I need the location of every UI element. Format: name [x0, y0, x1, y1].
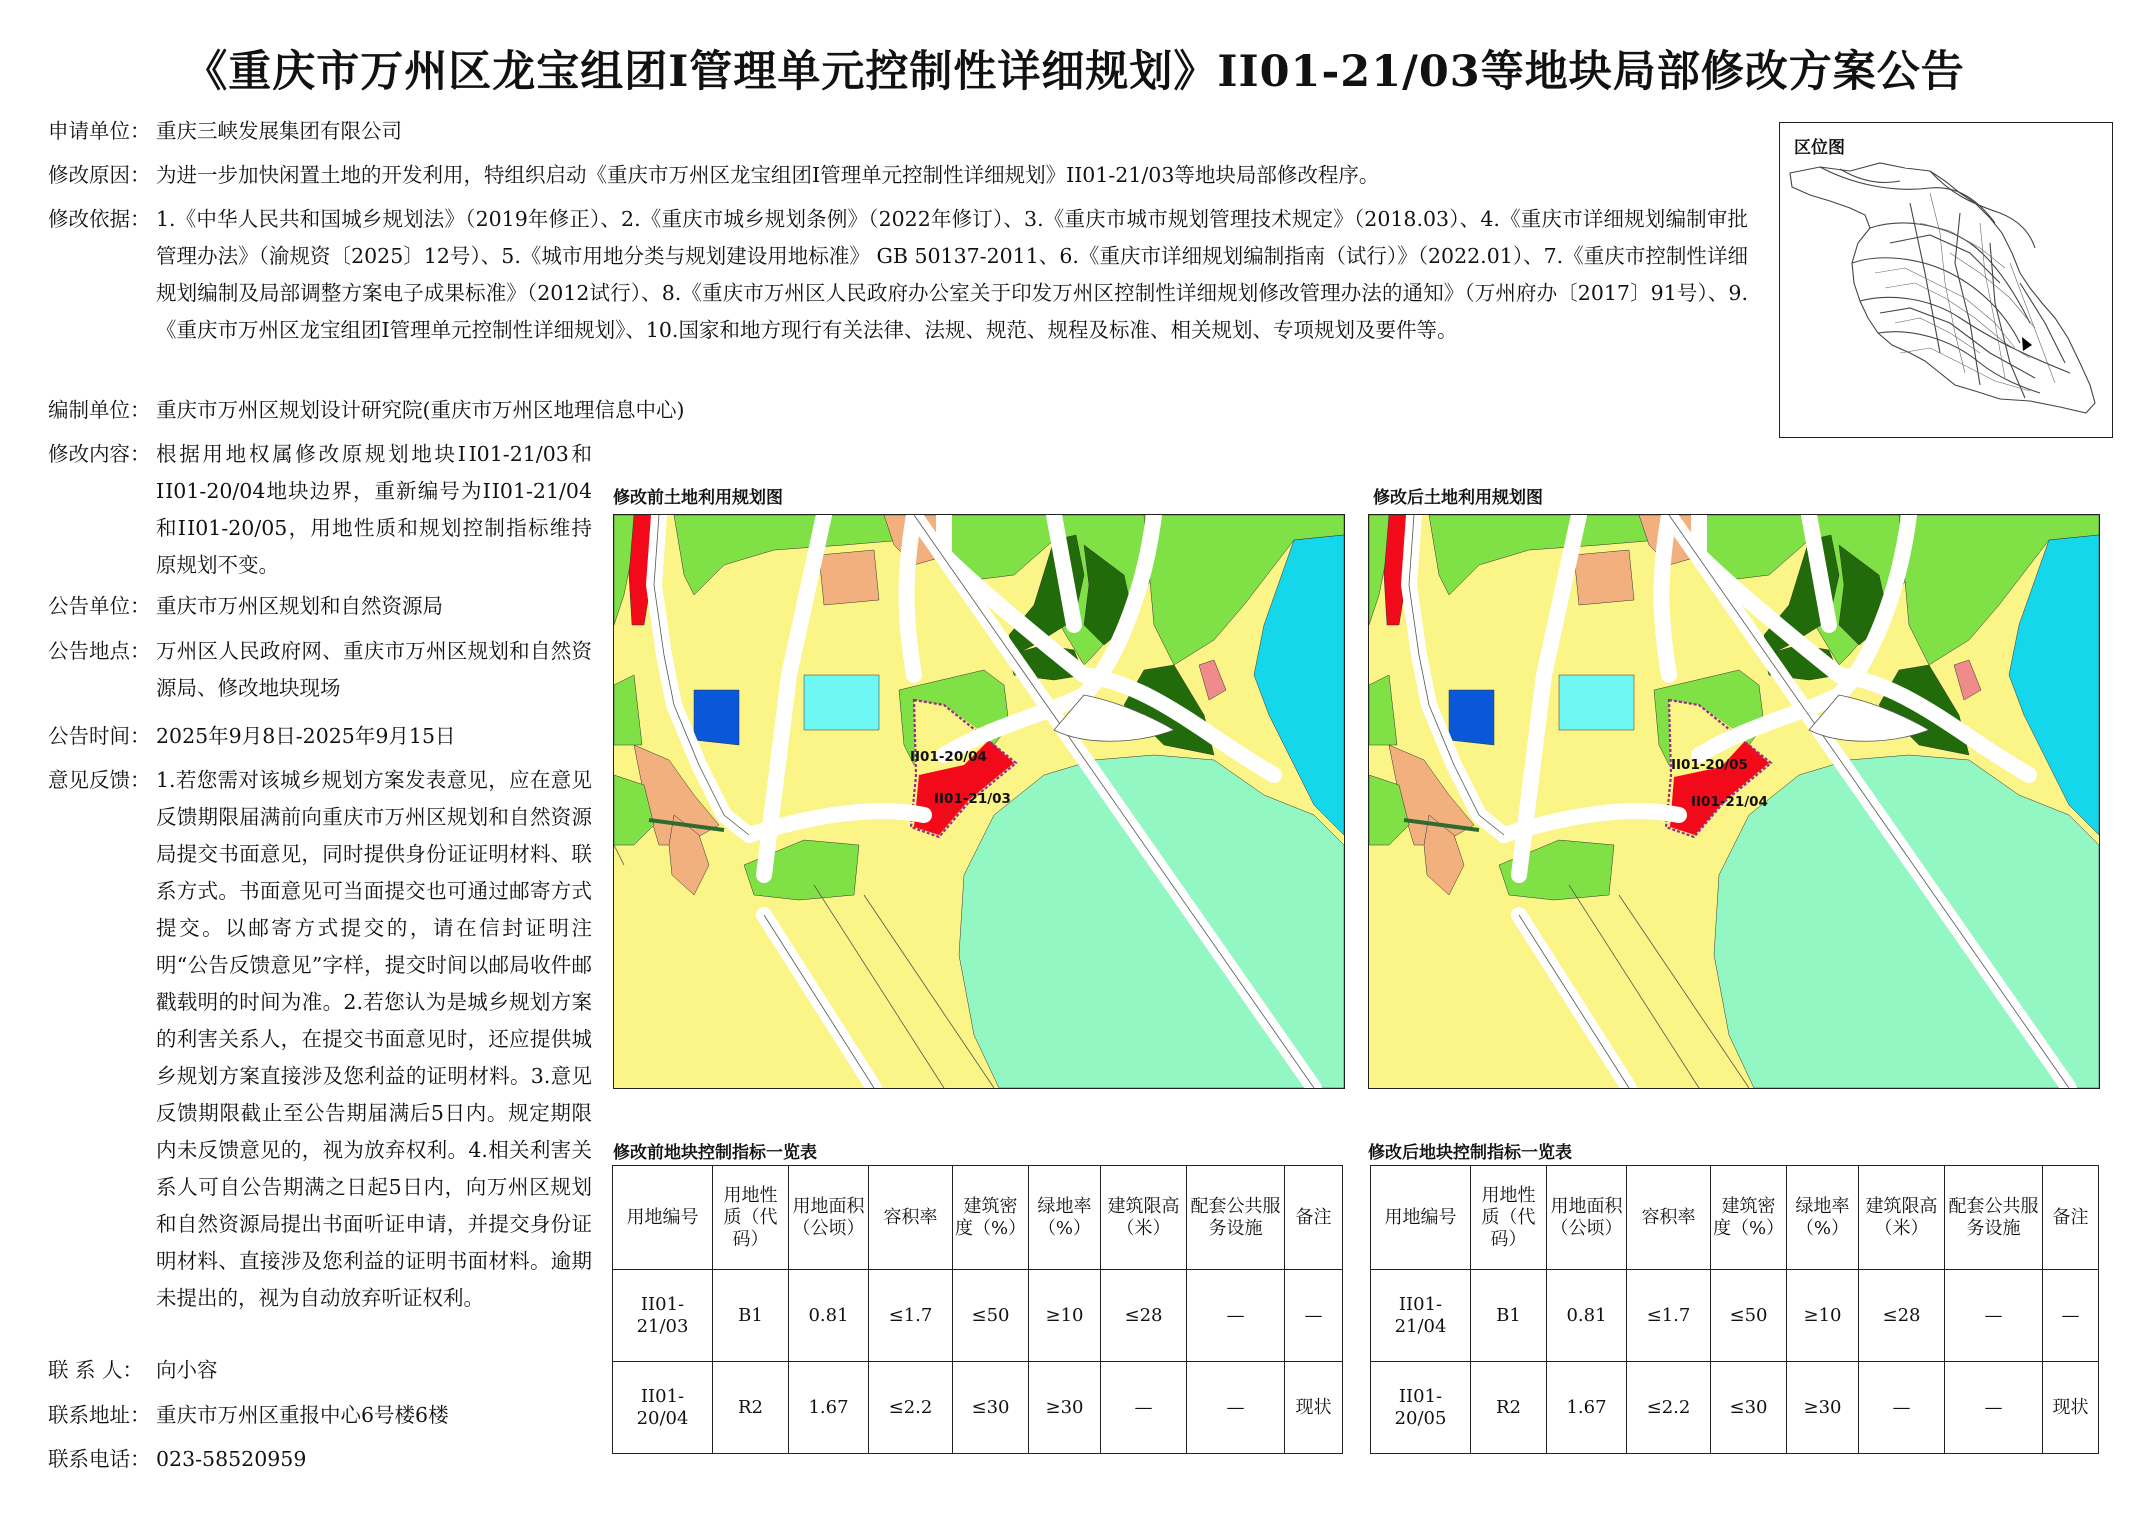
table-cell: —: [2043, 1270, 2099, 1362]
before-land-use-map: [613, 514, 1345, 1089]
table-cell: —: [1859, 1362, 1945, 1454]
header-cell: 建筑密度（%）: [1711, 1166, 1787, 1270]
table-cell: 现状: [2043, 1362, 2099, 1454]
phone-label: 联系电话：: [48, 1447, 151, 1471]
before-table-caption: 修改前地块控制指标一览表: [613, 1143, 817, 1163]
location-map-caption: 区位图: [1794, 138, 1845, 158]
table-cell: 0.81: [1547, 1270, 1627, 1362]
page-title: 《重庆市万州区龙宝组团Ⅰ管理单元控制性详细规划》ⅠI01-21/03等地块局部修改方案公告: [184, 47, 1965, 97]
table-cell: ≤30: [1711, 1362, 1787, 1454]
table-cell: ⅠI01-21/04: [1371, 1270, 1471, 1362]
table-header-row: [1371, 1166, 2099, 1270]
compiler-label: 编制单位：: [48, 398, 151, 422]
table-cell: 现状: [1285, 1362, 1343, 1454]
table-cell: ≤50: [1711, 1270, 1787, 1362]
header-cell: 用地编号: [1371, 1166, 1471, 1270]
table-cell: —: [1945, 1270, 2043, 1362]
contact-label: 联 系 人：: [48, 1358, 144, 1382]
table-row: [1371, 1270, 2099, 1362]
after-table-caption: 修改后地块控制指标一览表: [1368, 1143, 1572, 1163]
content-value: 根据用地权属修改原规划地块ⅠI01-21/03和ⅠI01-20/04地块边界，重新编号为ⅠI01-21/04和ⅠI01-20/05，用地性质和规划控制指标维持原规划不变。: [156, 442, 592, 577]
location-marker: [2022, 337, 2032, 351]
header-cell: 建筑限高（米）: [1101, 1166, 1187, 1270]
location-map-drawing: [1780, 123, 2112, 437]
before-map-svg: [614, 515, 1344, 1088]
location-map: [1779, 122, 2113, 438]
header-cell: 容积率: [1627, 1166, 1711, 1270]
table-cell: ≤2.2: [1627, 1362, 1711, 1454]
announcer-label: 公告单位：: [48, 594, 151, 618]
basis-value: 1.《中华人民共和国城乡规划法》（2019年修正）、2.《重庆市城乡规划条例》（2022年修订）、3.《重庆市城市规划管理技术规定》（2018.03）、4.《重庆市详细规划编制审批管理办法》（渝规资〔2025〕12号）、5.《城市用地分类与规划建设用地标准》 GB 50137-2011、6.《重庆市详细规划编制指南（试行）》（2022.01）、7.《重庆市控制性详细规划编制及局部调整方案电子成果标准》（2012试行）、8.《重庆市万州区人民政府办公室关于印发万州区控制性详细规划修改管理办法的通知》（万州府办〔2017〕91号）、9.《重庆市万州区龙宝组团Ⅰ管理单元控制性详细规划》、10.国家和地方现行有关法律、法规、规范、规程及标准、相关规划、专项规划及要件等。: [156, 207, 1748, 342]
place-value: 万州区人民政府网、重庆市万州区规划和自然资源局、修改地块现场: [156, 639, 592, 700]
applicant-label: 申请单位：: [48, 119, 151, 143]
header-cell: 建筑密度（%）: [953, 1166, 1029, 1270]
table-cell: ≤50: [953, 1270, 1029, 1362]
table-cell: ≤30: [953, 1362, 1029, 1454]
contact-value: 向小容: [156, 1358, 218, 1382]
header-cell: 用地面积（公顷）: [789, 1166, 869, 1270]
header-cell: 用地面积（公顷）: [1547, 1166, 1627, 1270]
header-cell: 备注: [1285, 1166, 1343, 1270]
after-label-a: ⅠI01-20/05: [1671, 757, 1748, 773]
content-label: 修改内容：: [48, 442, 151, 466]
before-label-b: ⅠI01-21/03: [934, 791, 1011, 807]
table-cell: ≥10: [1029, 1270, 1101, 1362]
reason-value: 为进一步加快闲置土地的开发利用，特组织启动《重庆市万州区龙宝组团Ⅰ管理单元控制性详细规划》ⅠI01-21/03等地块局部修改程序。: [156, 163, 1380, 187]
table-header-row: [613, 1166, 1343, 1270]
table-cell: —: [1945, 1362, 2043, 1454]
after-land-use-map: [1368, 514, 2100, 1089]
header-cell: 备注: [2043, 1166, 2099, 1270]
table-cell: ≤28: [1101, 1270, 1187, 1362]
before-control-table: [612, 1165, 1343, 1454]
feedback-label: 意见反馈：: [48, 768, 151, 792]
announcer-value: 重庆市万州区规划和自然资源局: [156, 594, 443, 618]
table-cell: ≥30: [1787, 1362, 1859, 1454]
before-label-a: ⅠI01-20/04: [910, 749, 987, 765]
table-cell: —: [1187, 1362, 1285, 1454]
table-cell: 1.67: [1547, 1362, 1627, 1454]
table-cell: ⅠI01-20/05: [1371, 1362, 1471, 1454]
header-cell: 容积率: [869, 1166, 953, 1270]
table-cell: R2: [713, 1362, 789, 1454]
basis-label: 修改依据：: [48, 207, 151, 231]
address-value: 重庆市万州区重报中心6号楼6楼: [156, 1403, 449, 1427]
table-cell: —: [1187, 1270, 1285, 1362]
table-row: [613, 1362, 1343, 1454]
table-cell: 1.67: [789, 1362, 869, 1454]
table-row: [1371, 1362, 2099, 1454]
applicant-value: 重庆三峡发展集团有限公司: [156, 119, 402, 143]
feedback-value: 1.若您需对该城乡规划方案发表意见，应在意见反馈期限届满前向重庆市万州区规划和自然资源局提交书面意见，同时提供身份证证明材料、联系方式。书面意见可当面提交也可通过邮寄方式提交。以邮寄方式提交的，请在信封证明注明“公告反馈意见”字样，提交时间以邮局收件邮戳载明的时间为准。2.若您认为是城乡规划方案的利害关系人，在提交书面意见时，还应提供城乡规划方案直接涉及您利益的证明材料。3.意见反馈期限截止至公告期届满后5日内。规定期限内未反馈意见的，视为放弃权利。4.相关利害关系人可自公告期满之日起5日内，向万州区规划和自然资源局提出书面听证申请，并提交身份证明材料、直接涉及您利益的证明书面材料。逾期未提出的，视为自动放弃听证权利。: [156, 768, 592, 1310]
table-cell: R2: [1471, 1362, 1547, 1454]
header-cell: 用地性质（代码）: [713, 1166, 789, 1270]
table-cell: ≤1.7: [1627, 1270, 1711, 1362]
header-cell: 绿地率（%）: [1029, 1166, 1101, 1270]
table-cell: 0.81: [789, 1270, 869, 1362]
table-cell: B1: [1471, 1270, 1547, 1362]
table-cell: —: [1101, 1362, 1187, 1454]
after-map-svg: [1369, 515, 2099, 1088]
reason-label: 修改原因：: [48, 163, 151, 187]
header-cell: 用地编号: [613, 1166, 713, 1270]
table-cell: ⅠI01-20/04: [613, 1362, 713, 1454]
header-cell: 配套公共服务设施: [1945, 1166, 2043, 1270]
table-cell: ≥30: [1029, 1362, 1101, 1454]
header-cell: 配套公共服务设施: [1187, 1166, 1285, 1270]
phone-value: 023-58520959: [156, 1447, 307, 1471]
header-cell: 绿地率（%）: [1787, 1166, 1859, 1270]
table-cell: B1: [713, 1270, 789, 1362]
address-label: 联系地址：: [48, 1403, 151, 1427]
after-label-b: ⅠI01-21/04: [1691, 794, 1768, 810]
after-control-table: [1370, 1165, 2099, 1454]
time-label: 公告时间：: [48, 724, 151, 748]
table-cell: ≥10: [1787, 1270, 1859, 1362]
table-row: [613, 1270, 1343, 1362]
compiler-value: 重庆市万州区规划设计研究院(重庆市万州区地理信息中心): [156, 398, 685, 422]
table-cell: —: [1285, 1270, 1343, 1362]
after-map-caption: 修改后土地利用规划图: [1373, 488, 1543, 508]
before-map-caption: 修改前土地利用规划图: [613, 488, 783, 508]
place-label: 公告地点：: [48, 639, 151, 663]
header-cell: 用地性质（代码）: [1471, 1166, 1547, 1270]
header-cell: 建筑限高（米）: [1859, 1166, 1945, 1270]
table-cell: ≤1.7: [869, 1270, 953, 1362]
table-cell: ≤2.2: [869, 1362, 953, 1454]
table-cell: ≤28: [1859, 1270, 1945, 1362]
table-cell: ⅠI01-21/03: [613, 1270, 713, 1362]
time-value: 2025年9月8日-2025年9月15日: [156, 724, 456, 748]
